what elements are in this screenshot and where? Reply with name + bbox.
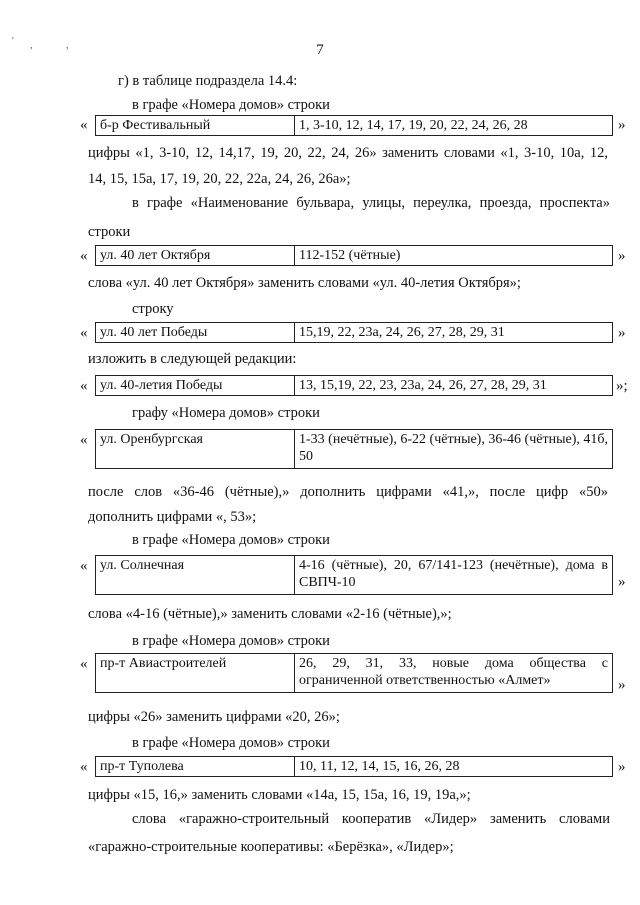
open-quote: « xyxy=(80,558,88,574)
table-40-letiya-pobedy xyxy=(95,375,613,396)
text-line: строки xyxy=(88,224,131,240)
text-line: в графе «Номера домов» строки xyxy=(132,633,330,649)
text-line: слова «4-16 (чётные),» заменить словами «2-16 (чётные),»; xyxy=(88,606,452,622)
text-line: слова «ул. 40 лет Октября» заменить словами «ул. 40-летия Октября»; xyxy=(88,275,521,291)
table-festivalny xyxy=(95,115,613,136)
text-line: цифры «26» заменить цифрами «20, 26»; xyxy=(88,709,340,725)
street-cell: ул. Оренбургская xyxy=(96,430,295,469)
table-aviastroiteley xyxy=(95,653,613,693)
street-cell: пр-т Авиастроителей xyxy=(96,654,295,693)
houses-cell: 4-16 (чётные), 20, 67/141-123 (нечётные), дома в СВПЧ-10 xyxy=(295,556,613,595)
close-quote: » xyxy=(618,677,626,693)
open-quote: « xyxy=(80,759,88,775)
close-quote: » xyxy=(618,759,626,775)
close-quote: » xyxy=(618,117,626,133)
table-40-let-pobedy xyxy=(95,322,613,343)
text-line: слова «гаражно-строительный кооператив «Лидер» заменить словами xyxy=(132,811,610,827)
street-cell: ул. 40 лет Октября xyxy=(96,246,295,266)
close-quote: »; xyxy=(616,378,628,394)
street-cell: ул. Солнечная xyxy=(96,556,295,595)
street-cell: ул. 40-летия Победы xyxy=(96,376,295,396)
text-line: строку xyxy=(132,301,174,317)
text-line: цифры «15, 16,» заменить словами «14а, 15, 15а, 16, 19, 19а,»; xyxy=(88,787,471,803)
page-number: 7 xyxy=(316,42,324,58)
text-line: в графе «Номера домов» строки xyxy=(132,735,330,751)
text-line: «гаражно-строительные кооперативы: «Берёзка», «Лидер»; xyxy=(88,839,454,855)
houses-cell: 1, 3-10, 12, 14, 17, 19, 20, 22, 24, 26, 28 xyxy=(295,116,613,136)
text-line: цифры «1, 3-10, 12, 14,17, 19, 20, 22, 24, 26» заменить словами «1, 3-10, 10а, 12, xyxy=(88,145,608,161)
text-line: изложить в следующей редакции: xyxy=(88,351,297,367)
houses-cell: 1-33 (нечётные), 6-22 (чётные), 36-46 (чётные), 41б, 50 xyxy=(295,430,613,469)
text-line: в графе «Номера домов» строки xyxy=(132,532,330,548)
text-line: дополнить цифрами «, 53»; xyxy=(88,509,257,525)
open-quote: « xyxy=(80,325,88,341)
houses-cell: 13, 15,19, 22, 23, 23а, 24, 26, 27, 28, 29, 31 xyxy=(295,376,613,396)
text-line: 14, 15, 15а, 17, 19, 20, 22, 22а, 24, 26, 26а»; xyxy=(88,171,351,187)
close-quote: » xyxy=(618,325,626,341)
open-quote: « xyxy=(80,248,88,264)
text-line: в графе «Наименование бульвара, улицы, переулка, проезда, проспекта» xyxy=(132,195,610,211)
table-40-let-oktyabrya xyxy=(95,245,613,266)
close-quote: » xyxy=(618,574,626,590)
street-cell: б-р Фестивальный xyxy=(96,116,295,136)
text-line: после слов «36-46 (чётные),» дополнить цифрами «41,», после цифр «50» xyxy=(88,484,608,500)
street-cell: ул. 40 лет Победы xyxy=(96,323,295,343)
houses-cell: 26, 29, 31, 33, новые дома общества с ограниченной ответственностью «Алмет» xyxy=(295,654,613,693)
table-orenburgskaya xyxy=(95,429,613,469)
margin-mark: , xyxy=(30,40,33,51)
margin-mark: ' xyxy=(12,36,14,47)
houses-cell: 112-152 (чётные) xyxy=(295,246,613,266)
open-quote: « xyxy=(80,378,88,394)
table-solnechnaya xyxy=(95,555,613,595)
text-line: г) в таблице подраздела 14.4: xyxy=(118,73,298,89)
table-tupoleva xyxy=(95,756,613,777)
open-quote: « xyxy=(80,432,88,448)
margin-mark: , xyxy=(66,40,69,51)
open-quote: « xyxy=(80,117,88,133)
text-line: графу «Номера домов» строки xyxy=(132,405,320,421)
street-cell: пр-т Туполева xyxy=(96,757,295,777)
text-line: в графе «Номера домов» строки xyxy=(132,97,330,113)
houses-cell: 15,19, 22, 23а, 24, 26, 27, 28, 29, 31 xyxy=(295,323,613,343)
open-quote: « xyxy=(80,656,88,672)
close-quote: » xyxy=(618,248,626,264)
houses-cell: 10, 11, 12, 14, 15, 16, 26, 28 xyxy=(295,757,613,777)
